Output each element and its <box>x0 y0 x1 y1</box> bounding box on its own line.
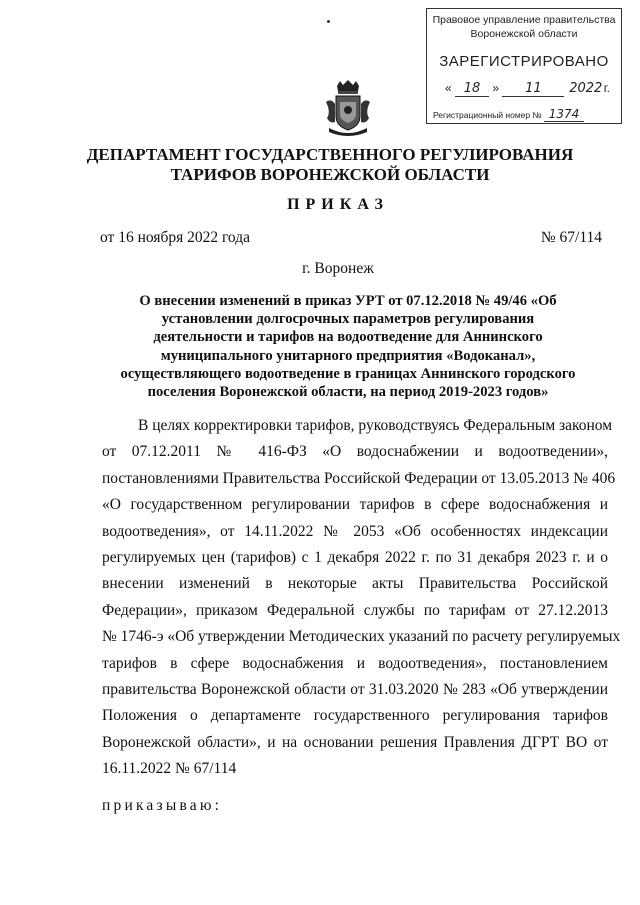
body-line: правительства Воронежской области от 31.03.2020 № 283 «Об утверждении <box>102 681 608 699</box>
document-date: от 16 ноября 2022 года <box>100 229 251 246</box>
stamp-date-month: 11 <box>502 81 564 97</box>
body-line: 16.11.2022 № 67/114 <box>102 760 237 778</box>
stamp-reg-label: Регистрационный номер № <box>433 110 542 120</box>
order-word: приказываю: <box>102 797 223 814</box>
stamp-date-day: 18 <box>455 81 489 97</box>
body-line: регулируемых цен (тарифов) с 1 декабря 2022 г. по 31 декабря 2023 г. и о <box>102 549 608 567</box>
body-line: водоотведения», от 14.11.2022 № 2053 «Об особенностях индексации <box>102 522 608 540</box>
document-type: ПРИКАЗ <box>287 196 389 213</box>
body-line: Воронежской области», и на основании решения Правления ДГРТ ВО от <box>102 733 608 751</box>
stamp-authority-line2: Воронежской области <box>470 28 578 40</box>
body-line: от 07.12.2011 № 416-ФЗ «О водоснабжении и водоотведении», <box>102 443 608 461</box>
stamp-registered-label: ЗАРЕГИСТРИРОВАНО <box>439 53 609 70</box>
speck-mark <box>327 20 330 23</box>
body-line: «О государственном регулировании тарифов в сфере водоснабжения и <box>102 496 608 514</box>
stamp-date <box>445 81 615 97</box>
body-line: внесении изменений в некоторые акты Правительства Российской <box>102 575 608 593</box>
document-number: № 67/114 <box>540 229 602 246</box>
body-line: тарифов в сфере водоснабжения и водоотведения», постановлением <box>102 654 608 672</box>
department-heading: ДЕПАРТАМЕНТ ГОСУДАРСТВЕННОГО РЕГУЛИРОВАНИЯ ТАРИФОВ ВОРОНЕЖСКОЙ ОБЛАСТИ <box>86 145 574 184</box>
body-line: Федерации», приказом Федеральной службы по тарифам от 27.12.2013 <box>102 601 608 619</box>
stamp-date-year-suffix: г. <box>603 81 610 95</box>
body-line: № 1746-э «Об утверждении Методических указаний по расчету регулируемых <box>102 628 621 646</box>
stamp-date-open-quote: « <box>445 81 452 95</box>
body-line: В целях корректировки тарифов, руководствуясь Федеральным законом <box>138 417 613 434</box>
stamp-date-close-quote: » <box>492 81 500 95</box>
stamp-authority-line1: Правовое управление правительства <box>432 14 616 26</box>
stamp-registration-number <box>433 107 615 122</box>
body-line: Положения о департаменте государственного регулирования тарифов <box>102 707 608 725</box>
body-paragraph <box>102 413 621 783</box>
document-title: О внесении изменений в приказ УРТ от 07.12.2018 № 49/46 «Об установлении долгосрочных параметров регулирования деятельности и тарифов на водоотведение для Аннинского муниципального унитарного предприятия «Водоканал», осуществляющего водоотведение в границах Аннинского городского поселения Воронежской области, на период 2019-2023 годов» <box>120 293 576 401</box>
registration-stamp <box>426 8 622 124</box>
stamp-reg-number: 1374 <box>544 107 584 122</box>
body-line: постановлениями Правительства Российской Федерации от 13.05.2013 № 406 <box>102 469 616 487</box>
coat-of-arms-icon <box>323 80 373 138</box>
document-city: г. Воронеж <box>302 260 374 277</box>
stamp-date-year: 2022 <box>569 81 603 96</box>
